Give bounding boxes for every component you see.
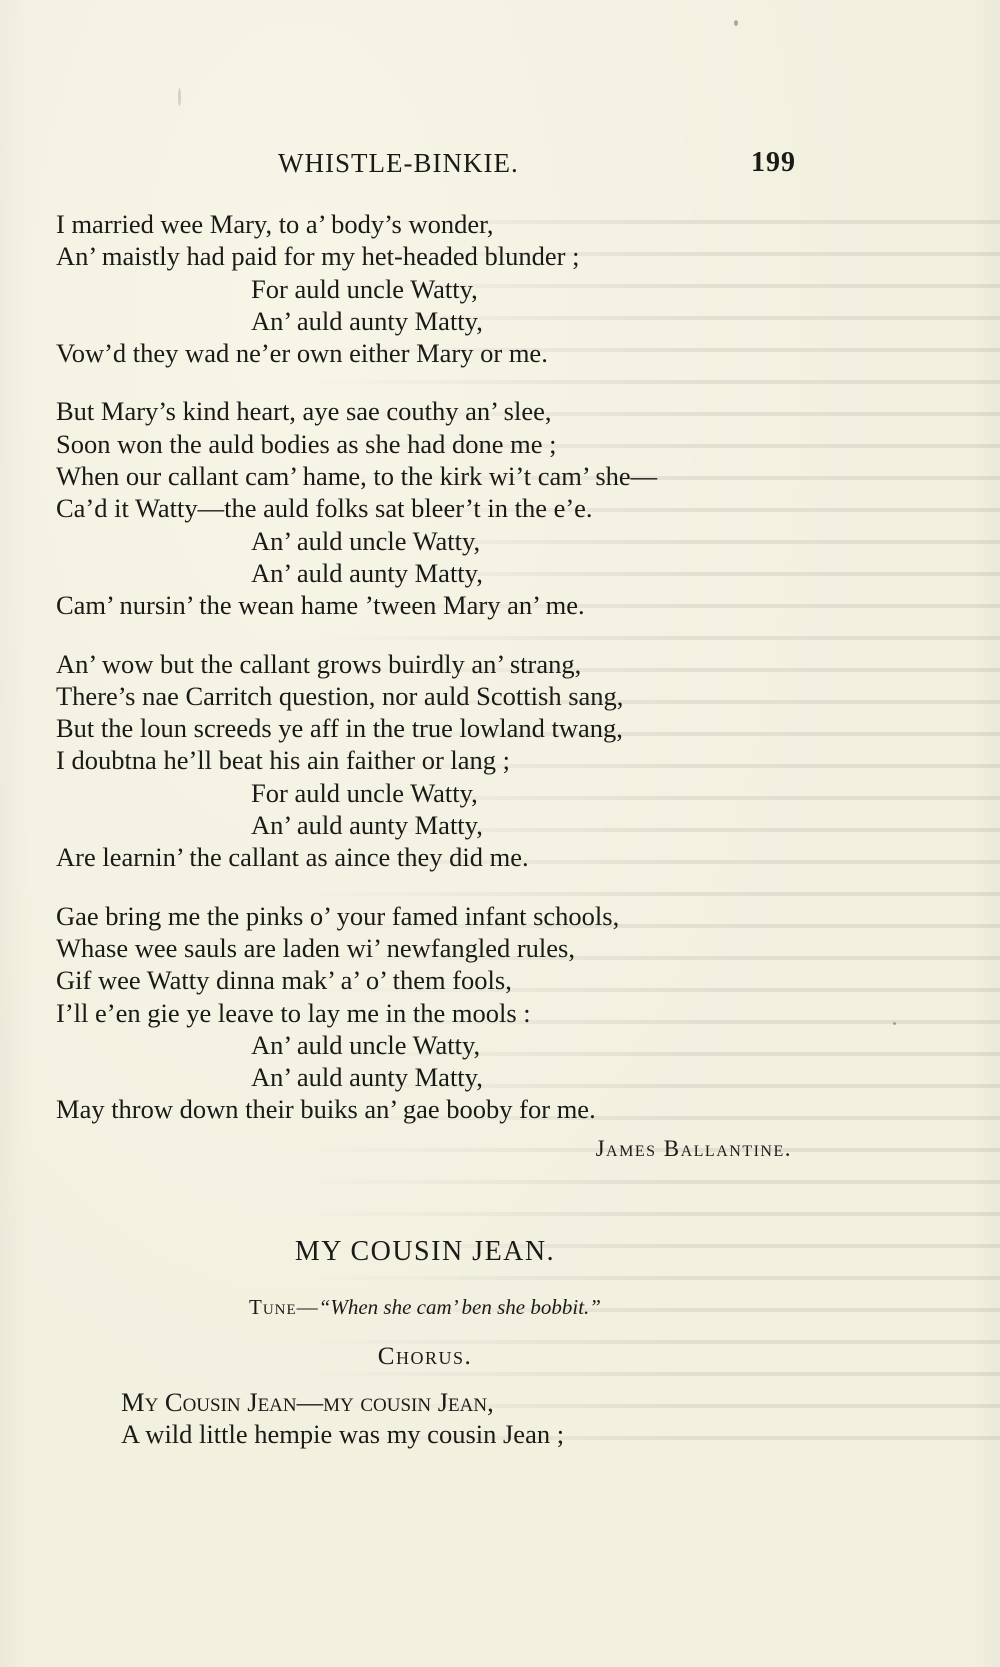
page-number: 199 xyxy=(751,147,796,178)
verse-line: But the loun screeds ye aff in the true lowland twang, xyxy=(56,713,623,744)
paper-speck xyxy=(178,88,181,106)
stanza xyxy=(56,648,816,874)
verse-line: There’s nae Carritch question, nor auld Scottish sang, xyxy=(56,680,624,711)
stanza xyxy=(56,395,816,621)
verse-line: I’ll e’en gie ye leave to lay me in the mools : xyxy=(56,997,531,1028)
verse-line: Gae bring me the pinks o’ your famed infant schools, xyxy=(56,900,620,931)
running-title: WHISTLE-BINKIE. xyxy=(278,148,519,178)
refrain-line: For auld uncle Watty, xyxy=(251,777,478,808)
stanza-break xyxy=(56,622,816,648)
verse-line: When our callant cam’ hame, to the kirk wi’t cam’ she— xyxy=(56,461,658,492)
refrain-line: An’ auld aunty Matty, xyxy=(251,557,483,588)
chorus-line: A wild little hempie was my cousin Jean ; xyxy=(121,1419,565,1450)
verse-line: Vow’d they wad ne’er own either Mary or me. xyxy=(56,338,548,369)
poem-uncle-watty xyxy=(56,208,816,1126)
verse-line: Whase wee sauls are laden wi’ newfangled rules, xyxy=(56,932,575,963)
author-attribution: James Ballantine. xyxy=(595,1136,792,1161)
verse-line: Soon won the auld bodies as she had done me ; xyxy=(56,428,557,459)
refrain-line: For auld uncle Watty, xyxy=(251,273,478,304)
verse-line: Cam’ nursin’ the wean hame ’tween Mary an’ me. xyxy=(56,590,585,621)
refrain-line: An’ auld aunty Matty, xyxy=(251,810,483,841)
refrain-line: An’ auld aunty Matty, xyxy=(251,1062,483,1093)
poem-title: MY COUSIN JEAN. xyxy=(294,1236,556,1267)
refrain-line: An’ auld uncle Watty, xyxy=(251,1029,481,1060)
verse-line: Are learnin’ the callant as aince they did me. xyxy=(56,842,529,873)
running-header xyxy=(0,143,1000,183)
stanza xyxy=(56,208,816,369)
verse-line: Ca’d it Watty—the auld folks sat bleer’t in the e’e. xyxy=(56,493,593,524)
verse-line: But Mary’s kind heart, aye sae couthy an’ slee, xyxy=(56,396,552,427)
tune-title: “When she cam’ ben she bobbit.” xyxy=(318,1295,601,1319)
refrain-line: An’ auld aunty Matty, xyxy=(251,305,483,336)
chorus-line: My Cousin Jean—my cousin Jean, xyxy=(121,1387,494,1417)
verse-line: May throw down their buiks an’ gae booby for me. xyxy=(56,1094,596,1125)
verse-line: Gif wee Watty dinna mak’ a’ o’ them fools, xyxy=(56,965,512,996)
verse-line: I doubtna he’ll beat his ain faither or lang ; xyxy=(56,745,511,776)
verse-line: An’ wow but the callant grows buirdly an’ strang, xyxy=(56,648,582,679)
tune-line xyxy=(0,1292,850,1322)
stanza xyxy=(56,900,816,1126)
paper-speck xyxy=(734,20,738,26)
verse-line: An’ maistly had paid for my het-headed blunder ; xyxy=(56,241,580,272)
tune-label: Tune— xyxy=(249,1295,319,1319)
stanza-break xyxy=(56,874,816,900)
chorus-heading: Chorus. xyxy=(377,1343,473,1370)
paper-speck xyxy=(893,1022,896,1025)
chorus xyxy=(121,1386,821,1451)
stanza-break xyxy=(56,369,816,395)
verse-line: I married wee Mary, to a’ body’s wonder, xyxy=(56,209,494,239)
refrain-line: An’ auld uncle Watty, xyxy=(251,525,481,556)
